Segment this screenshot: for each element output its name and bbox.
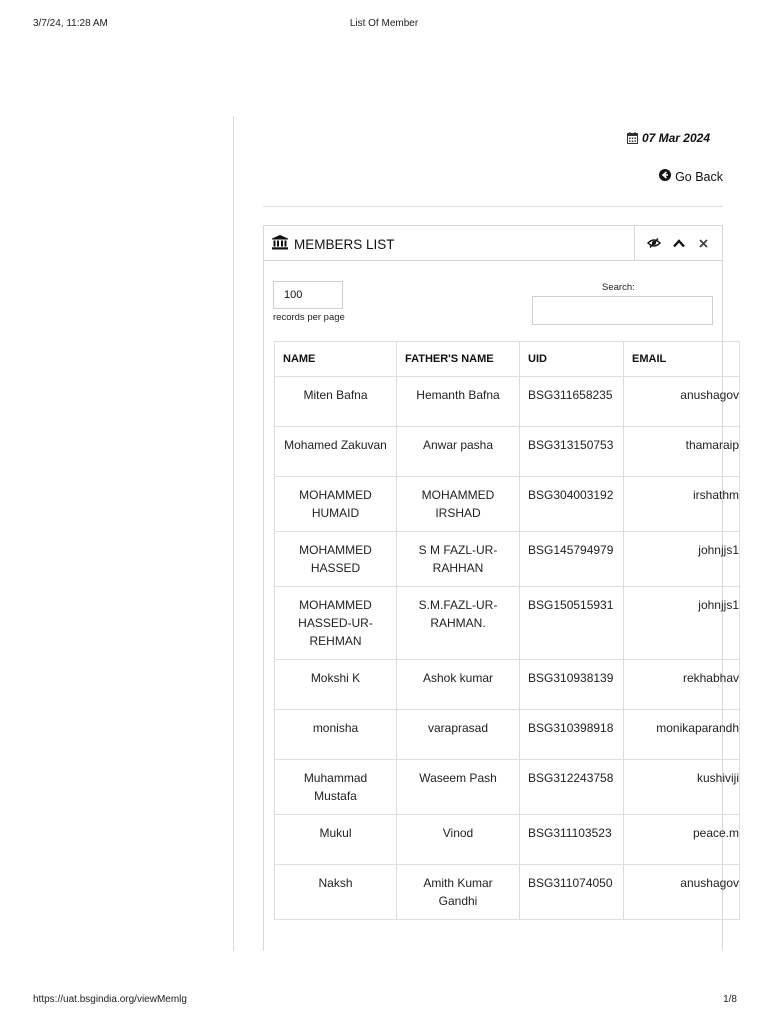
member-uid: BSG304003192	[520, 477, 624, 532]
print-datetime: 3/7/24, 11:28 AM	[33, 18, 108, 29]
father-name: S M FAZL-UR-RAHHAN	[397, 532, 520, 587]
search-label: Search:	[602, 282, 635, 293]
eye-slash-icon[interactable]	[644, 233, 664, 253]
member-name: Mokshi K	[275, 660, 397, 710]
member-email-text: peace.m	[692, 826, 739, 840]
member-name: MOHAMMED HUMAID	[275, 477, 397, 532]
member-email-text: monikaparandh	[656, 721, 739, 735]
member-email-text: irshathm	[692, 488, 739, 502]
panel-title-text: MEMBERS LIST	[294, 236, 395, 252]
table-row	[275, 532, 740, 587]
member-uid: BSG310938139	[520, 660, 624, 710]
divider	[263, 206, 723, 207]
table-row	[275, 815, 740, 865]
sidebar-divider	[233, 116, 234, 951]
member-email-text: kushiviji	[696, 771, 739, 785]
members-panel	[263, 225, 739, 951]
member-name: Miten Bafna	[275, 377, 397, 427]
father-name: S.M.FAZL-UR-RAHMAN.	[397, 587, 520, 660]
close-icon[interactable]	[694, 233, 714, 253]
father-name: Amith Kumar Gandhi	[397, 865, 520, 920]
bank-icon	[272, 235, 288, 253]
table-row	[275, 760, 740, 815]
member-email	[624, 660, 740, 710]
calendar-icon	[627, 132, 638, 144]
go-back-label: Go Back	[675, 169, 723, 184]
member-uid: BSG150515931	[520, 587, 624, 660]
members-table	[274, 341, 740, 920]
member-email	[624, 760, 740, 815]
column-header-fathers-name[interactable]: FATHER'S NAME	[397, 342, 520, 377]
member-uid: BSG311074050	[520, 865, 624, 920]
table-header-row	[275, 342, 740, 377]
member-email-text: rekhabhav	[682, 671, 739, 685]
member-name: Naksh	[275, 865, 397, 920]
member-email-text: anushagov	[680, 388, 739, 402]
member-uid: BSG313150753	[520, 427, 624, 477]
table-row	[275, 477, 740, 532]
date-text: 07 Mar 2024	[641, 131, 710, 145]
member-name: monisha	[275, 710, 397, 760]
panel-header	[264, 226, 722, 261]
table-row	[275, 865, 740, 920]
father-name: Vinod	[397, 815, 520, 865]
member-email	[624, 815, 740, 865]
column-header-uid[interactable]: UID	[520, 342, 624, 377]
member-email-text: thamaraip	[685, 438, 739, 452]
member-email	[624, 377, 740, 427]
column-header-email[interactable]: EMAIL	[624, 342, 740, 377]
panel-title	[272, 235, 395, 253]
search-input[interactable]	[532, 296, 713, 325]
member-email	[624, 532, 740, 587]
member-uid: BSG312243758	[520, 760, 624, 815]
current-date	[627, 131, 710, 145]
records-per-page-select[interactable]: 100	[273, 281, 343, 309]
member-uid: BSG145794979	[520, 532, 624, 587]
circle-arrow-left-icon	[659, 169, 671, 184]
table-row	[275, 660, 740, 710]
table-row	[275, 710, 740, 760]
member-name: Muhammad Mustafa	[275, 760, 397, 815]
member-name: MOHAMMED HASSED	[275, 532, 397, 587]
member-name: MOHAMMED HASSED-UR-REHMAN	[275, 587, 397, 660]
member-email	[624, 477, 740, 532]
records-per-page-label: records per page	[273, 312, 345, 323]
father-name: Hemanth Bafna	[397, 377, 520, 427]
table-row	[275, 427, 740, 477]
father-name: varaprasad	[397, 710, 520, 760]
member-email	[624, 427, 740, 477]
member-email-text: anushagov	[680, 876, 739, 890]
chevron-up-icon[interactable]	[669, 233, 689, 253]
member-email-text: johnjjs1	[698, 543, 739, 557]
members-table-wrapper	[274, 341, 739, 921]
panel-toolbar	[634, 226, 722, 260]
father-name: MOHAMMED IRSHAD	[397, 477, 520, 532]
member-name: Mohamed Zakuvan	[275, 427, 397, 477]
table-row	[275, 587, 740, 660]
go-back-link[interactable]	[659, 169, 723, 184]
member-uid: BSG311658235	[520, 377, 624, 427]
member-name: Mukul	[275, 815, 397, 865]
member-uid: BSG310398918	[520, 710, 624, 760]
father-name: Ashok kumar	[397, 660, 520, 710]
father-name: Waseem Pash	[397, 760, 520, 815]
print-url: https://uat.bsgindia.org/viewMemlg	[33, 994, 187, 1005]
member-email-text: johnjjs1	[698, 598, 739, 612]
member-uid: BSG311103523	[520, 815, 624, 865]
member-email	[624, 865, 740, 920]
print-footer	[33, 994, 737, 1008]
column-header-name[interactable]: NAME	[275, 342, 397, 377]
print-header	[33, 18, 735, 32]
father-name: Anwar pasha	[397, 427, 520, 477]
member-email	[624, 710, 740, 760]
member-email	[624, 587, 740, 660]
table-row	[275, 377, 740, 427]
print-doc-title: List Of Member	[349, 18, 419, 29]
print-page-number: 1/8	[723, 994, 737, 1005]
